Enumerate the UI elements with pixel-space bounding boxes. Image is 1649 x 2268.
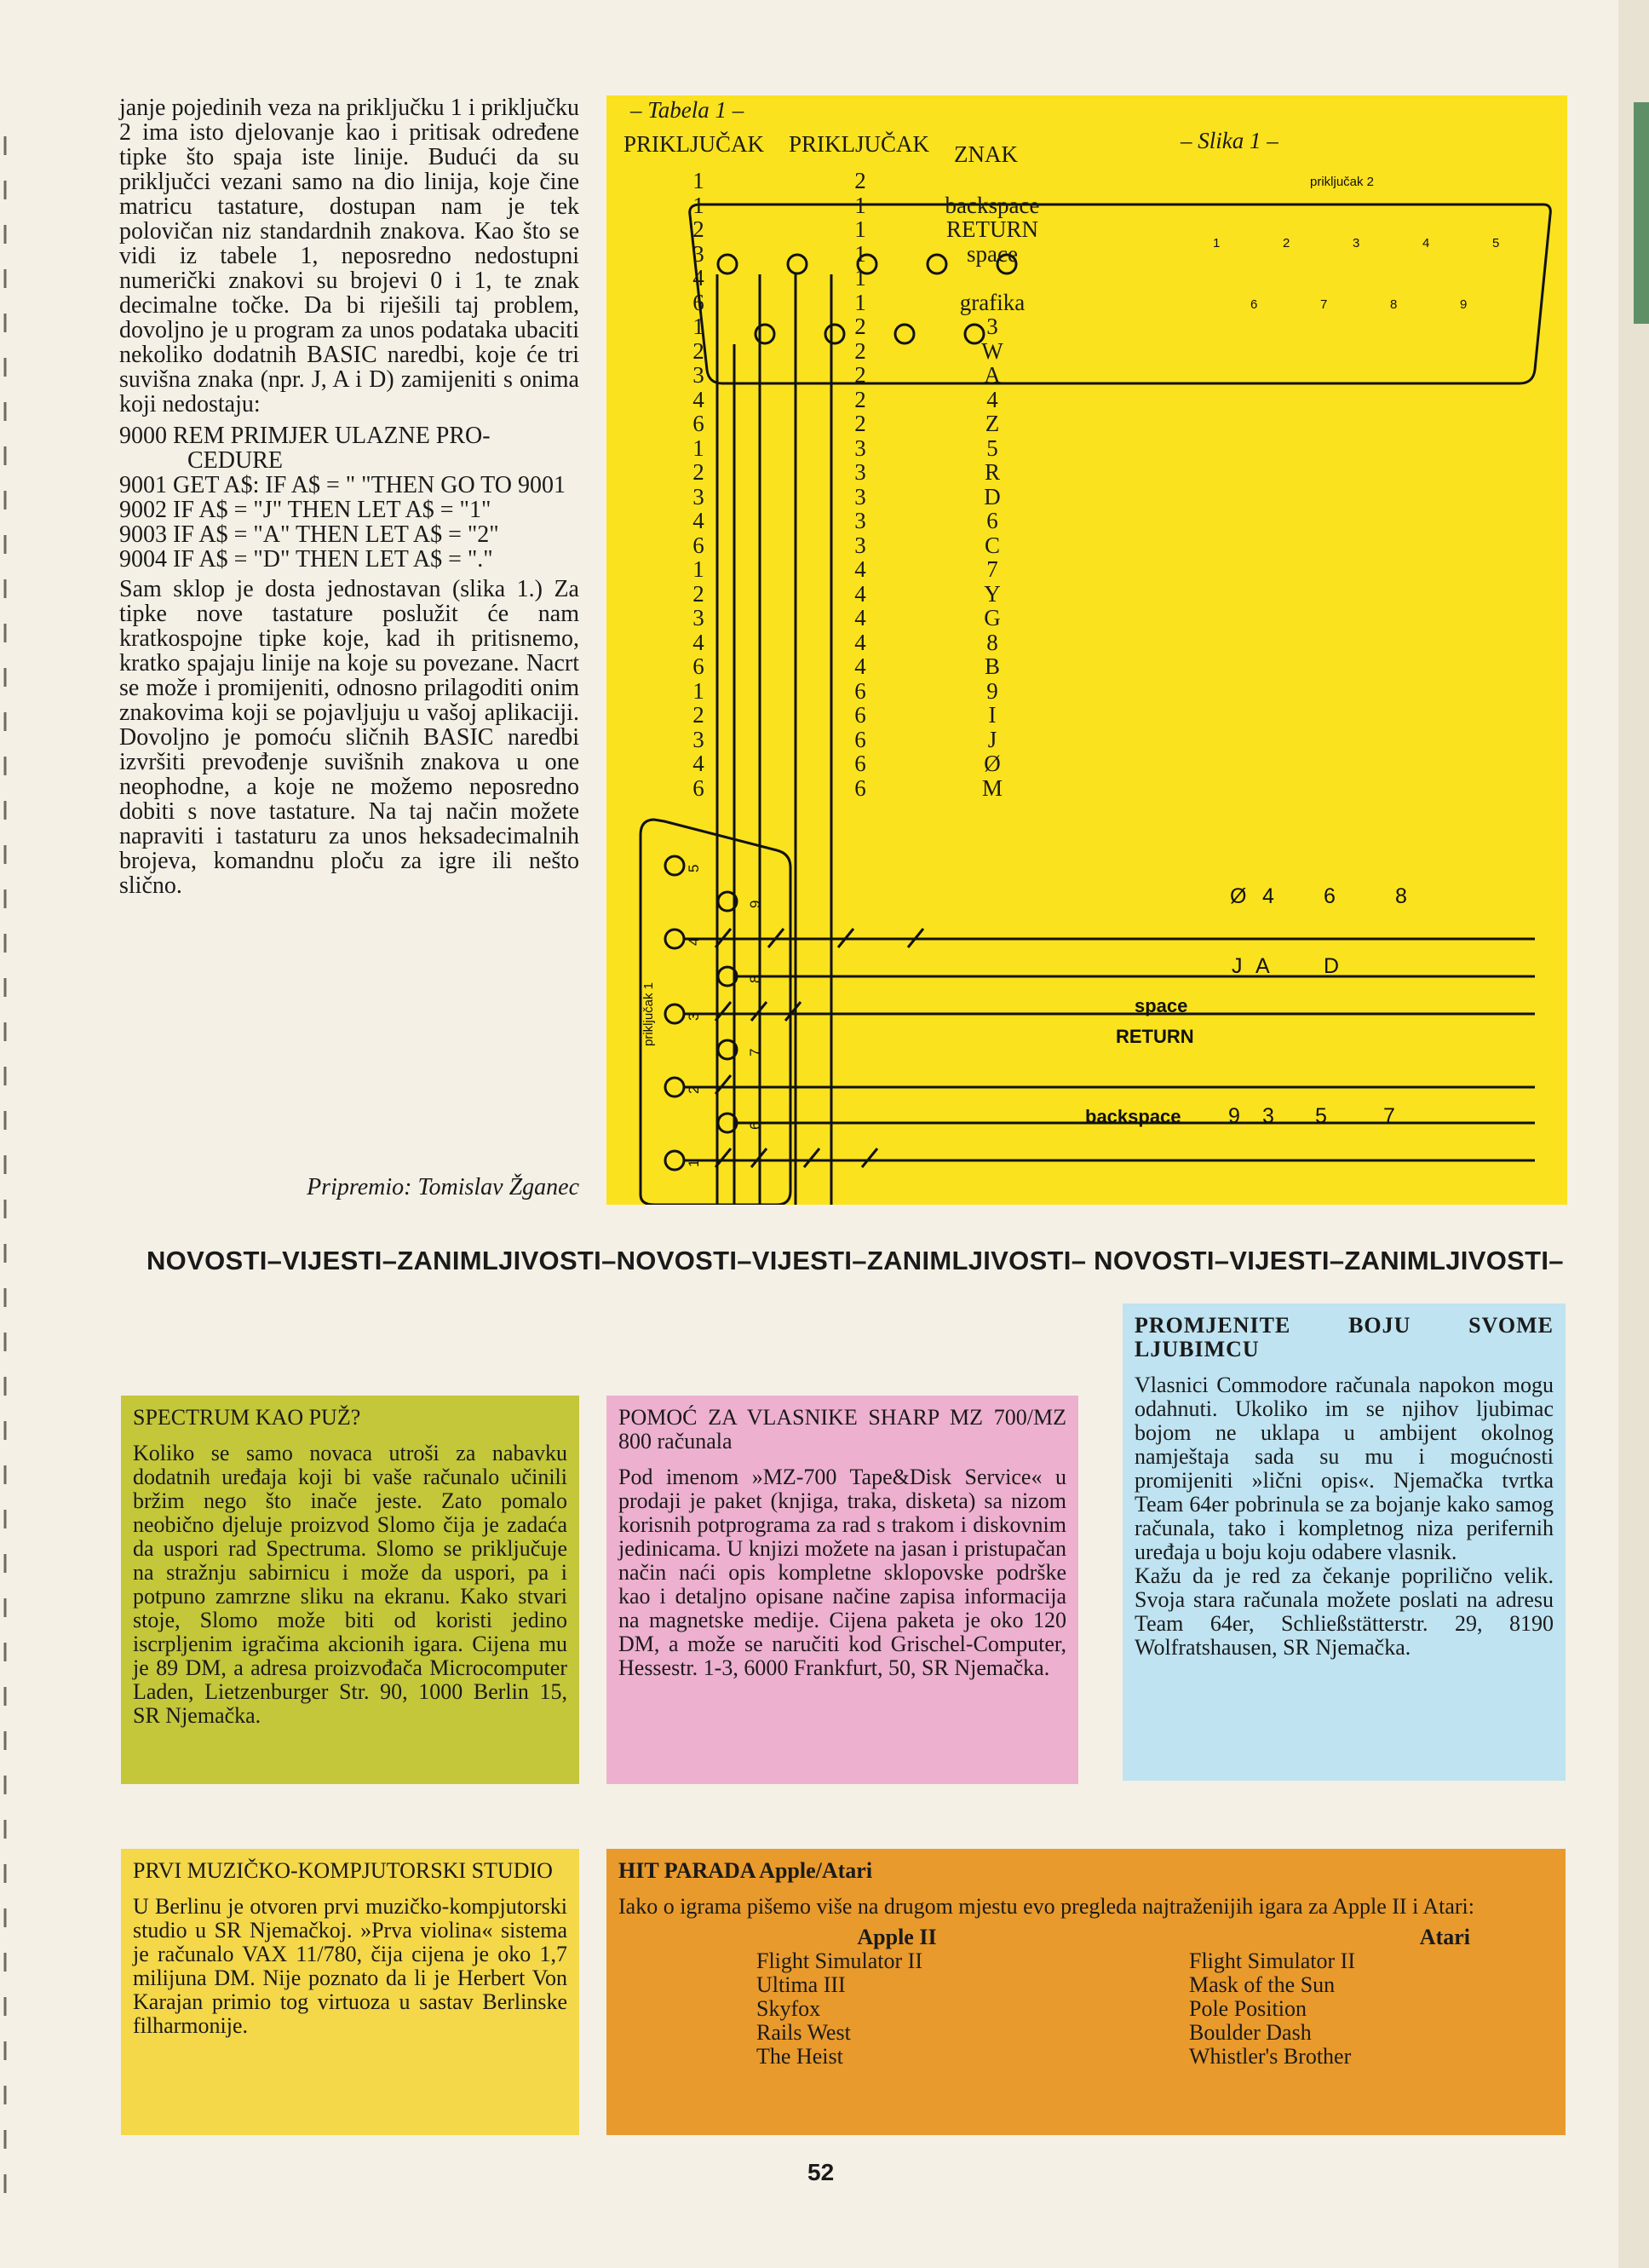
article-body: [119, 95, 579, 905]
news-body: U Berlinu je otvoren prvi muzičko-kompjutorski studio u SR Njemačkoj. »Prva violina« sistema je računalo VAX 11/780, čija cijena je oko 1,7 milijuna DM. Nije poznato da li je Herbert Von Karajan primio tog virtuoza u sastav Berlinske filharmonije.: [133, 1894, 567, 2038]
table-cell: 2: [854, 386, 866, 412]
code-line: 9000 REM PRIMJER ULAZNE PRO-: [119, 423, 491, 449]
table-cell: 4: [854, 629, 866, 655]
table-cell: 2: [854, 337, 866, 364]
news-title: PROMJENITE BOJU SVOME LJUBIMCU: [1135, 1313, 1554, 1361]
switch-label: 4: [1262, 884, 1274, 908]
table-cell: 2: [854, 411, 866, 436]
table-column-connector-1: [681, 169, 715, 800]
code-line: 9004 IF A$ = "D" THEN LET A$ = ".": [119, 546, 493, 573]
table-cell: 6: [692, 289, 704, 315]
table-cell: 1: [692, 314, 704, 339]
pin-label: 6: [1250, 297, 1258, 312]
table-header: ZNAK: [954, 141, 1018, 167]
table-cell: M: [981, 774, 1003, 801]
table-cell: 4: [692, 508, 704, 533]
pin-circle: [665, 1004, 684, 1023]
pin-circle: [756, 325, 774, 343]
table-cell: backspace: [945, 192, 1040, 218]
figure-caption: – Slika 1 –: [1181, 128, 1278, 153]
news-title: HIT PARADA Apple/Atari: [618, 1858, 873, 1883]
table-cell: 2: [854, 314, 866, 339]
table-cell: Ø: [984, 751, 1001, 776]
table-cell: R: [984, 459, 1000, 485]
table-cell: 6: [854, 702, 866, 728]
table-cell: 1: [854, 240, 866, 267]
table-cell: 4: [692, 265, 704, 291]
table-cell: 4: [854, 556, 866, 582]
table-cell: 4: [854, 605, 866, 630]
table-cell: 3: [986, 314, 998, 339]
code-line: CEDURE: [187, 447, 283, 474]
table-cell: 3: [692, 726, 704, 752]
table-cell: Z: [985, 411, 1000, 436]
list-item: Flight Simulator II: [1189, 1949, 1355, 1973]
news-title: PRVI MUZIČKO-KOMPJUTORSKI STUDIO: [133, 1858, 553, 1883]
table-cell: 6: [692, 653, 704, 679]
connector-1-shell: [641, 820, 790, 1205]
switch-label: 8: [1395, 884, 1407, 908]
table-cell: 3: [854, 435, 866, 461]
news-body: Iako o igrama pišemo više na drugom mjestu evo pregleda najtraženijih igara za Apple II i Atari:: [618, 1894, 1474, 1919]
table-cell: 4: [692, 386, 704, 412]
switch-label: J: [1232, 954, 1243, 978]
switch-label: D: [1324, 954, 1340, 978]
switch-label: 5: [1315, 1104, 1327, 1128]
article-paragraph: Sam sklop je dosta jednostavan (slika 1.) Za tipke nove tastature poslužit će nam kratkospojne tipke koje, kad ih pritisnemo, kratko spajaju linije na koje su povezane. Nacrt se može i promijeniti, odnosno prilagoditi onim znakovima koji se pojavljuju u vašoj aplikaciji. Dovoljno je pomoću sličnih BASIC naredbi izvršiti prevođenje suvišnih znakova u one neophodne, a koje ne možemo neposredno dobiti s nove tastature. Na taj način možete napraviti i tastaturu za unos heksadecimalnih brojeva, komandnu ploču za igre ili nešto slično.: [119, 576, 579, 899]
switch-label: Ø: [1230, 884, 1247, 908]
table-header: PRIKLJUČAK: [789, 131, 930, 157]
news-title: POMOĆ ZA VLASNIKE SHARP MZ 700/MZ 800 računala: [618, 1405, 1066, 1453]
pin-label: 4: [1422, 236, 1430, 250]
spiral-binding: [0, 0, 12, 2268]
pin-label: 3: [1353, 236, 1360, 250]
table-header: PRIKLJUČAK: [623, 131, 765, 157]
news-sharp: [606, 1396, 1078, 1784]
table-cell: 1: [854, 216, 866, 242]
list-item: Rails West: [756, 2020, 851, 2045]
table-cell: 3: [692, 483, 704, 509]
pin-circle: [665, 930, 684, 948]
table-cell: 2: [692, 459, 704, 485]
code-line: 9001 GET A$: IF A$ = " "THEN GO TO 9001: [119, 472, 566, 498]
table-cell: 2: [854, 362, 866, 388]
pin-circle: [788, 255, 807, 273]
pin-circle: [665, 1151, 684, 1170]
table-cell: 6: [692, 774, 704, 801]
apple-list: [756, 1925, 1037, 2069]
list-item: Mask of the Sun: [1189, 1972, 1336, 1997]
code-line: 9002 IF A$ = "J" THEN LET A$ = "1": [119, 497, 491, 523]
pin-circle: [665, 856, 684, 875]
switch-label: 7: [1383, 1104, 1395, 1128]
list-heading: Apple II: [857, 1925, 937, 1949]
table-cell: C: [984, 532, 1000, 558]
table-cell: 1: [692, 556, 704, 582]
table-cell: grafika: [959, 289, 1026, 315]
table-cell: A: [984, 362, 1001, 388]
pin-label: 2: [686, 1085, 702, 1094]
news-title: SPECTRUM KAO PUŽ?: [133, 1405, 361, 1430]
news-spectrum: [121, 1396, 579, 1784]
table-cell: 2: [692, 702, 704, 728]
list-item: Pole Position: [1189, 1996, 1307, 2021]
article-author: Pripremio: Tomislav Žganec: [307, 1174, 579, 1200]
list-item: Whistler's Brother: [1189, 2044, 1352, 2069]
news-body: Kažu da je red za čekanje poprilično velik. Svoja stara računala možete poslati na adresu Team 64er, Schließstätterstr. 29, 8190 Wolfratshausen, SR Njemačka.: [1135, 1563, 1554, 1660]
table-cell: 1: [854, 289, 866, 315]
table-cell: 3: [854, 508, 866, 533]
table-cell: 2: [692, 580, 704, 607]
table-cell: 3: [692, 605, 704, 630]
table-cell: 3: [854, 532, 866, 558]
table-cell: B: [984, 653, 1000, 679]
keyboard-circuit-diagram: [606, 95, 1567, 1205]
table-cell: [911, 169, 1073, 193]
connector-1-label: priključak 1: [641, 981, 656, 1046]
table-cell: 6: [854, 677, 866, 704]
table-cell: 4: [986, 386, 998, 412]
pin-label: 4: [686, 937, 702, 946]
pin-circle: [718, 255, 737, 273]
switch-label: A: [1255, 954, 1270, 978]
table-cell: [911, 266, 1073, 291]
list-item: Ultima III: [756, 1972, 846, 1997]
pin-label: 1: [1213, 236, 1221, 250]
connector-2-shell: [690, 204, 1551, 383]
pin-circle: [665, 1078, 684, 1097]
table-cell: Y: [984, 580, 1001, 607]
table-cell: 2: [692, 216, 704, 242]
pin-label: 5: [686, 864, 702, 872]
table-cell: 1: [692, 168, 704, 193]
pin-label: 3: [686, 1012, 702, 1021]
page-edge-tab: [1634, 102, 1649, 324]
table-cell: 5: [986, 435, 998, 461]
table-cell: 6: [986, 508, 998, 533]
pin-label: 7: [747, 1048, 763, 1056]
news-body: Vlasnici Commodore računala napokon mogu odahnuti. Ukoliko im se njihov ljubimac bojom ne uklapa u ambijent okolnog namještaja sada su mu i mogućnosti promijeniti »lični opis«. Njemačka tvrtka Team 64er pobrinula se za bojanje kako samog računala, tako i kompletnog niza perifernih uređaja u boju koju odabere vlasnik.: [1135, 1373, 1554, 1564]
news-banner: NOVOSTI–VIJESTI–ZANIMLJIVOSTI–NOVOSTI–VIJESTI–ZANIMLJIVOSTI– NOVOSTI–VIJESTI–ZANIMLJIVOSTI–: [147, 1246, 1564, 1275]
table-cell: 9: [986, 677, 998, 704]
list-item: Flight Simulator II: [756, 1949, 922, 1973]
table-cell: 3: [692, 362, 704, 388]
basic-code-listing: [119, 423, 579, 572]
pin-label: 2: [1283, 236, 1290, 250]
pin-label: 5: [1492, 236, 1500, 250]
table-cell: 4: [854, 580, 866, 607]
table-cell: 1: [854, 265, 866, 291]
pin-label: 8: [747, 975, 763, 983]
hit-lists: [618, 1925, 1554, 2079]
article-paragraph: janje pojedinih veza na priključku 1 i priključku 2 ima isto djelovanje kao i pritisak određene tipke što spaja iste linije. Budući da su priključci vezani samo na dio linija, koje čine matricu tastature, dostupan nam je tek polovičan niz standardnih znakova. Kao što se vidi iz tabele 1, neposredno nedostupni numerički znakovi su brojevi 0 i 1, te znak decimalne točke. Da bi riješili taj problem, dovoljno je u program za unos podataka ubaciti nekoliko dodatnih BASIC naredbi, koje će tri suvišna znaka (npr. J, A i D) zamijeniti s onima koji nedostaju:: [119, 95, 579, 417]
table-cell: 1: [854, 192, 866, 218]
pin-circle: [825, 325, 844, 343]
page-number: 52: [807, 2159, 835, 2185]
table-cell: 6: [692, 532, 704, 558]
table-caption: – Tabela 1 –: [630, 97, 744, 123]
table-cell: 2: [692, 337, 704, 364]
table-column-character: [911, 169, 1073, 800]
table-cell: 4: [854, 653, 866, 679]
switch-label: 9: [1228, 1104, 1240, 1128]
table-cell: 6: [854, 751, 866, 776]
pin-label: 1: [686, 1159, 702, 1167]
pin-label: 9: [1460, 297, 1468, 312]
list-item: Boulder Dash: [1189, 2020, 1312, 2045]
atari-list: [1189, 1925, 1470, 2069]
switch-label: 6: [1324, 884, 1336, 908]
news-commodore: [1123, 1304, 1566, 1781]
table-cell: J: [987, 726, 997, 752]
table-cell: 7: [986, 556, 998, 582]
pin-label: 6: [747, 1121, 763, 1130]
news-studio: [121, 1849, 579, 2135]
row-label-return: RETURN: [1116, 1026, 1194, 1047]
pin-label: 9: [747, 900, 763, 908]
table-cell: 6: [692, 411, 704, 436]
table-cell: 3: [854, 459, 866, 485]
table-cell: W: [981, 337, 1003, 364]
table-cell: I: [988, 702, 997, 728]
code-line: 9003 IF A$ = "A" THEN LET A$ = "2": [119, 521, 499, 548]
table-cell: G: [984, 605, 1001, 630]
table-cell: 1: [692, 435, 704, 461]
table-cell: 3: [692, 240, 704, 267]
table-cell: 6: [854, 726, 866, 752]
table-cell: 3: [854, 483, 866, 509]
row-label-backspace: backspace: [1085, 1106, 1181, 1127]
table-cell: 2: [854, 168, 866, 193]
news-hit-parade: [606, 1849, 1566, 2135]
table-cell: 8: [986, 629, 998, 655]
list-heading: Atari: [1419, 1925, 1470, 1949]
table-cell: 1: [692, 192, 704, 218]
table-cell: 4: [692, 751, 704, 776]
table-column-connector-2: [843, 169, 877, 800]
list-item: The Heist: [756, 2044, 843, 2069]
row-label-space: space: [1135, 995, 1188, 1016]
pin-label: 7: [1320, 297, 1328, 312]
table-cell: RETURN: [946, 216, 1038, 242]
table-cell: space: [967, 240, 1018, 267]
news-body: Pod imenom »MZ-700 Tape&Disk Service« u prodaji je paket (knjiga, traka, disketa) sa nizom korisnih potprograma za rad s trakom i diskovnim jedinicama. U knjizi možete na jasan i pristupačan način naći opis kompletne sklopovske podrške kao i detaljno opisane načine zapisa informacija na magnetske medije. Cijena paketa je oko 120 DM, a može se naručiti kod Grischel-Computer, Hessestr. 1-3, 6000 Frankfurt, 50, SR Njemačka.: [618, 1465, 1066, 1680]
page-edge: [1618, 0, 1649, 2268]
table-cell: 6: [854, 774, 866, 801]
table-cell: 4: [692, 629, 704, 655]
table-cell: D: [984, 483, 1001, 509]
connector-2-label: priključak 2: [1310, 175, 1375, 189]
pin-label: 8: [1390, 297, 1398, 312]
table-cell: 1: [692, 677, 704, 704]
switch-label: 3: [1262, 1104, 1274, 1128]
list-item: Skyfox: [756, 1996, 821, 2021]
news-body: Koliko se samo novaca utroši za nabavku dodatnih uređaja koji bi vaše računalo učinili bržim nego što inače jeste. Zato pomalo neobično djeluje proizvod Slomo čija je zadaća da uspori rad Spectruma. Slomo se priključuje na stražnju sabirnicu i može da uspori, pa i potpuno zamrzne sliku na ekranu. Kako stvari stoje, Slomo može biti od koristi jedino iscrpljenim igračima akcionih igara. Cijena mu je 89 DM, a adresa proizvođača Microcomputer Laden, Lietzenburger Str. 90, 1000 Berlin 15, SR Njemačka.: [133, 1441, 567, 1728]
